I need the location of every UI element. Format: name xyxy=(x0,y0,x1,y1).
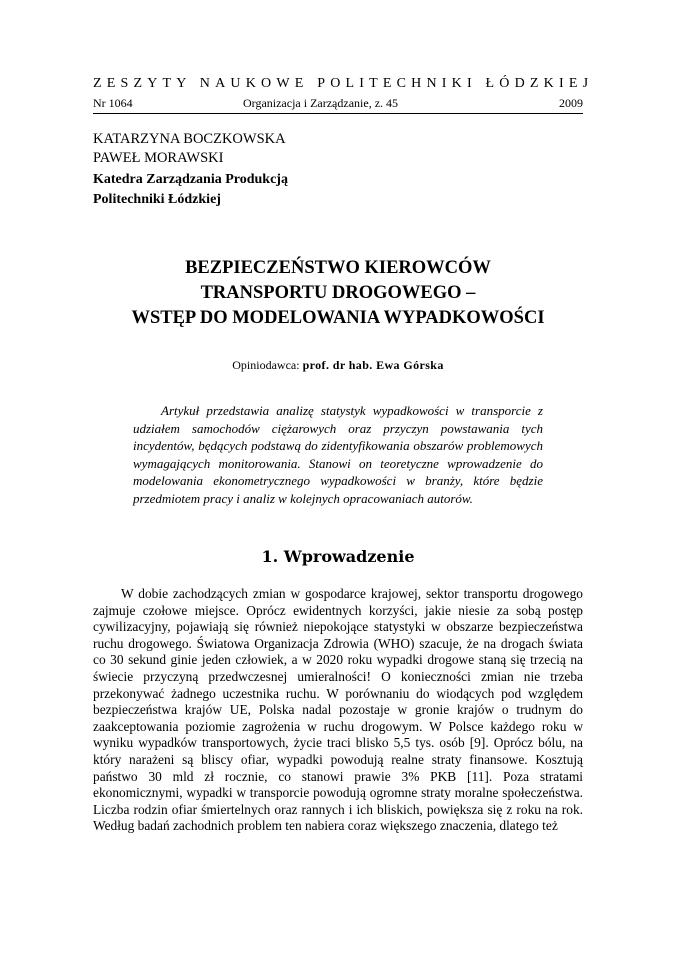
series-info: Organizacja i Zarządzanie, z. 45 xyxy=(243,96,399,110)
affiliation-line: Katedra Zarządzania Produkcją xyxy=(93,172,288,187)
authors xyxy=(93,130,286,168)
title-line: WSTĘP DO MODELOWANIA WYPADKOWOŚCI xyxy=(131,308,545,328)
affiliation xyxy=(93,170,288,210)
issue-number: Nr 1064 xyxy=(93,96,133,110)
reviewer-name: prof. dr hab. Ewa Górska xyxy=(302,358,444,372)
section-heading: 1. Wprowadzenie xyxy=(261,547,415,566)
publication-year: 2009 xyxy=(559,96,583,110)
reviewer-label: Opiniodawca: xyxy=(232,358,303,372)
reviewer-line xyxy=(93,357,583,373)
affiliation-line: Politechniki Łódzkiej xyxy=(93,192,221,207)
body-paragraph: W dobie zachodzących zmian w gospodarce krajowej, sektor transportu drogowego zajmuje czołowe miejsce. Oprócz ewidentnych korzyści, jakie niesie za sobą postęp cywilizacyjny, pojawiają się również niepokojące statystyki w obszarze bezpieczeństwa ruchu drogowego. Światowa Organizacja Zdrowia (WHO) szacuje, że na drogach świata co 30 sekund ginie jeden człowiek, a w 2020 roku wypadki drogowe staną się trzecią na świecie przyczyną przedwczesnej umieralności! O konieczności zmian nie trzeba przekonywać żadnego uczestnika ruchu. W porównaniu do wiodących pod względem bezpieczeństwa krajów UE, Polska nadal pozostaje w gronie krajów o trudnym do zaakceptowania poziomie zagrożenia w ruchu drogowym. W Polsce każdego roku w wyniku wypadków transportowych, życie traci blisko 5,5 tys. osób [9]. Oprócz bólu, na który narażeni są bliscy ofiar, wypadki powodują realne straty finansowe. Kosztują państwo 30 mld zł rocznie, co stanowi prawie 3% PKB [11]. Poza stratami ekonomicznymi, wypadki w transporcie powodują ogromne straty moralne społeczeństwa. Liczba rodzin ofiar śmiertelnych oraz rannych i ich bliskich, powiększa się z roku na rok. Według badań zachodnich problem ten nabiera coraz większego znaczenia, dlatego też xyxy=(93,586,583,834)
paper-title xyxy=(93,256,583,331)
journal-meta-row xyxy=(93,96,583,114)
title-line: TRANSPORTU DROGOWEGO – xyxy=(200,283,476,303)
title-line: BEZPIECZEŃSTWO KIEROWCÓW xyxy=(185,258,491,278)
author-name: PAWEŁ MORAWSKI xyxy=(93,150,224,166)
abstract: Artykuł przedstawia analizę statystyk wypadkowości w transporcie z udziałem samochodów ciężarowych oraz przyczyn powstawania tych incydentów, będących podstawą do zidentyfikowania obszarów problemowych wymagających monitorowania. Stanowi on teoretyczne wprowadzenie do modelowania ekonometrycznego wypadkowości w branży, które będzie przedmiotem pracy i analiz w kolejnych opracowaniach autorów. xyxy=(133,403,543,506)
author-name: KATARZYNA BOCZKOWSKA xyxy=(93,131,286,147)
journal-title: ZESZYTY NAUKOWE POLITECHNIKI ŁÓDZKIEJ xyxy=(93,76,594,91)
